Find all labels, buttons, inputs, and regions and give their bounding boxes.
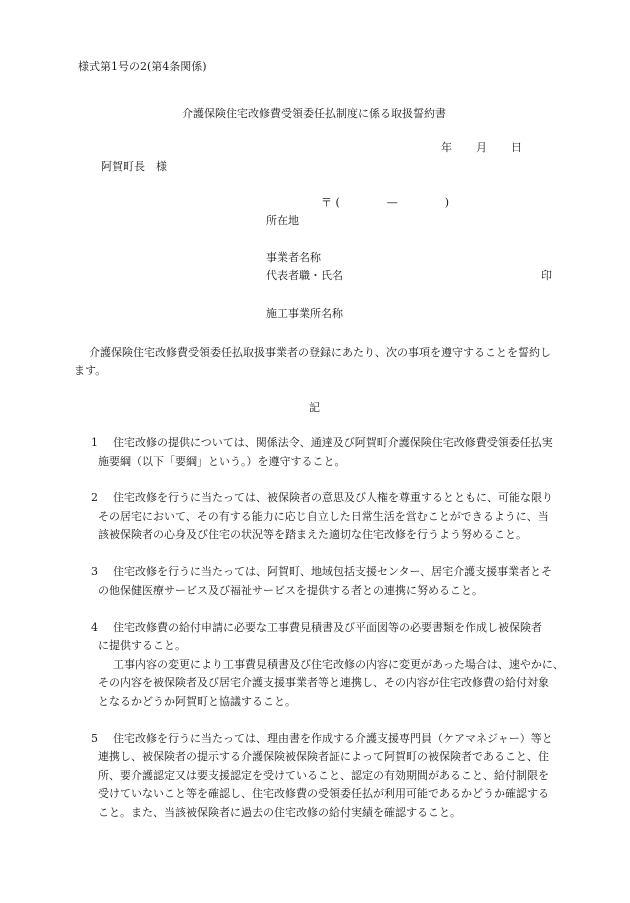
date-year-label: 年 [441, 141, 452, 154]
business-name-label: 事業者名称 [266, 251, 321, 264]
postal-dash: — [386, 196, 398, 209]
notes-heading: 記 [309, 401, 320, 414]
item-2-line-1: 住宅改修を行うに当たっては、被保険者の意思及び人権を尊重するとともに、可能な限り [113, 491, 553, 504]
item-2-line-3: 該被保険者の心身及び住宅の状況等を踏まえた適切な住宅改修を行うよう努めること。 [98, 528, 527, 541]
date-day-label: 日 [511, 141, 522, 154]
item-4-line-5: となるかどうか阿賀町と協議すること。 [98, 695, 296, 708]
item-4-line-4: その内容を被保険者及び居宅介護支援事業者等と連携し、その内容が住宅改修費の給付対象 [98, 676, 549, 689]
addressee: 阿賀町長 様 [101, 160, 167, 173]
item-5-line-1: 住宅改修を行うに当たっては、理由書を作成する介護支援専門員（ケアマネジャー）等と [113, 732, 553, 745]
item-5-number: 5 [91, 732, 98, 745]
postal-open-paren: ( [335, 196, 340, 209]
office-name-label: 施工事業所名称 [266, 307, 343, 320]
item-5-line-4: 受けていないこと等を確認し、住宅改修費の受領委任払が利用可能であるかどうか確認する [98, 787, 549, 800]
item-5-line-5: こと。また、当該被保険者に過去の住宅改修の給付実績を確認すること。 [98, 806, 461, 819]
item-5-line-2: 連携し、被保険者の提示する介護保険被保険者証によって阿賀町の被保険者であること、住 [98, 750, 549, 763]
address-label: 所在地 [266, 214, 299, 227]
item-3-number: 3 [91, 565, 98, 578]
item-1-line-1: 住宅改修の提供については、関係法令、通達及び阿賀町介護保険住宅改修費受領委任払実 [113, 436, 553, 449]
item-1-line-2: 施要綱（以下「要綱」という。）を遵守すること。 [98, 455, 346, 468]
representative-label: 代表者職・氏名 [266, 269, 343, 282]
postal-close-paren: ) [444, 196, 450, 209]
document-title: 介護保険住宅改修費受領委任払制度に係る取扱誓約書 [182, 107, 446, 120]
item-4-line-2: に提供すること。 [98, 639, 186, 652]
seal-mark: 印 [541, 269, 552, 282]
postal-code-line [321, 196, 449, 209]
item-3-line-2: の他保健医療サービス及び福祉サービスを提供する者との連携に努めること。 [98, 584, 483, 597]
item-5-line-3: 所、要介護認定又は要支援認定を受けていること、認定の有効期間があること、給付制限を [98, 769, 549, 782]
item-4-line-1: 住宅改修費の給付申請に必要な工事費見積書及び平面図等の必要書類を作成し被保険者 [113, 621, 542, 634]
item-4-line-3: 工事内容の変更により工事費見積書及び住宅改修の内容に変更があった場合は、速やかに、 [113, 658, 564, 671]
postal-mark: 〒 [321, 196, 332, 209]
intro-line-1: 介護保険住宅改修費受領委任払取扱事業者の登録にあたり、次の事項を遵守することを誓約し [89, 346, 551, 359]
item-1-number: 1 [91, 436, 98, 449]
item-3-line-1: 住宅改修を行うに当たっては、阿賀町、地域包括支援センター、居宅介護支援事業者とそ [113, 565, 553, 578]
item-4-number: 4 [91, 621, 98, 634]
date-month-label: 月 [476, 141, 487, 154]
item-2-line-2: その居宅において、その有する能力に応じ自立した日常生活を営むことができるように、当 [98, 510, 549, 523]
intro-line-2: ます。 [74, 364, 107, 377]
form-number: 様式第1号の2(第4条関係) [78, 60, 207, 73]
item-2-number: 2 [91, 491, 98, 504]
